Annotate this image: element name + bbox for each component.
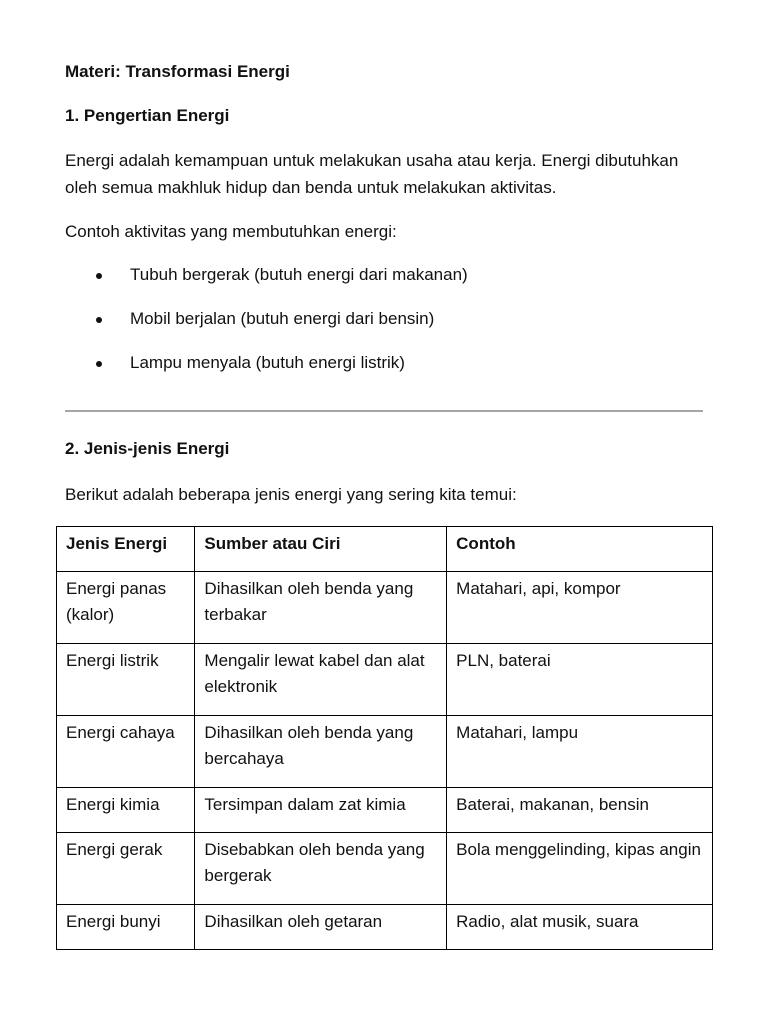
bullet-text: Tubuh bergerak (butuh energi dari makanan) <box>130 265 468 284</box>
table-cell: Energi panas (kalor) <box>57 572 195 644</box>
table-cell: Dihasilkan oleh getaran <box>195 905 447 950</box>
table-cell: Mengalir lewat kabel dan alat elektronik <box>195 644 447 716</box>
table-cell: Matahari, api, kompor <box>447 572 713 644</box>
table-cell: Disebabkan oleh benda yang bergerak <box>195 833 447 905</box>
section-heading-jenis: 2. Jenis-jenis Energi <box>65 439 230 458</box>
column-header-contoh: Contoh <box>447 527 713 572</box>
table-row <box>57 788 713 833</box>
horizontal-divider <box>65 410 703 412</box>
table-cell: Dihasilkan oleh benda yang bercahaya <box>195 716 447 788</box>
table-cell: Dihasilkan oleh benda yang terbakar <box>195 572 447 644</box>
table-cell: Tersimpan dalam zat kimia <box>195 788 447 833</box>
table-cell: Energi listrik <box>57 644 195 716</box>
examples-intro: Contoh aktivitas yang membutuhkan energi: <box>65 222 397 241</box>
table-cell: Bola menggelinding, kipas angin <box>447 833 713 905</box>
bullet-icon <box>96 317 102 323</box>
table-cell: Baterai, makanan, bensin <box>447 788 713 833</box>
table-row <box>57 716 713 788</box>
table-cell: Energi bunyi <box>57 905 195 950</box>
table-header-row <box>57 527 713 572</box>
table-cell: Energi cahaya <box>57 716 195 788</box>
table-row <box>57 833 713 905</box>
bullet-text: Mobil berjalan (butuh energi dari bensin) <box>130 309 435 328</box>
table-cell: Matahari, lampu <box>447 716 713 788</box>
document-title: Materi: Transformasi Energi <box>65 62 290 81</box>
energy-types-table <box>56 526 713 950</box>
table-row <box>57 644 713 716</box>
table-intro: Berikut adalah beberapa jenis energi yang sering kita temui: <box>65 485 517 504</box>
table-row <box>57 572 713 644</box>
section-heading-pengertian: 1. Pengertian Energi <box>65 106 230 125</box>
column-header-jenis: Jenis Energi <box>57 527 195 572</box>
table-row <box>57 905 713 950</box>
bullet-text: Lampu menyala (butuh energi listrik) <box>130 353 405 372</box>
table-cell: Energi gerak <box>57 833 195 905</box>
table-cell: Energi kimia <box>57 788 195 833</box>
bullet-icon <box>96 361 102 367</box>
table-cell: PLN, baterai <box>447 644 713 716</box>
definition-paragraph: Energi adalah kemampuan untuk melakukan usaha atau kerja. Energi dibutuhkan oleh semua makhluk hidup dan benda untuk melakukan aktivitas. <box>65 151 679 197</box>
bullet-icon <box>96 273 102 279</box>
column-header-sumber: Sumber atau Ciri <box>195 527 447 572</box>
table-cell: Radio, alat musik, suara <box>447 905 713 950</box>
